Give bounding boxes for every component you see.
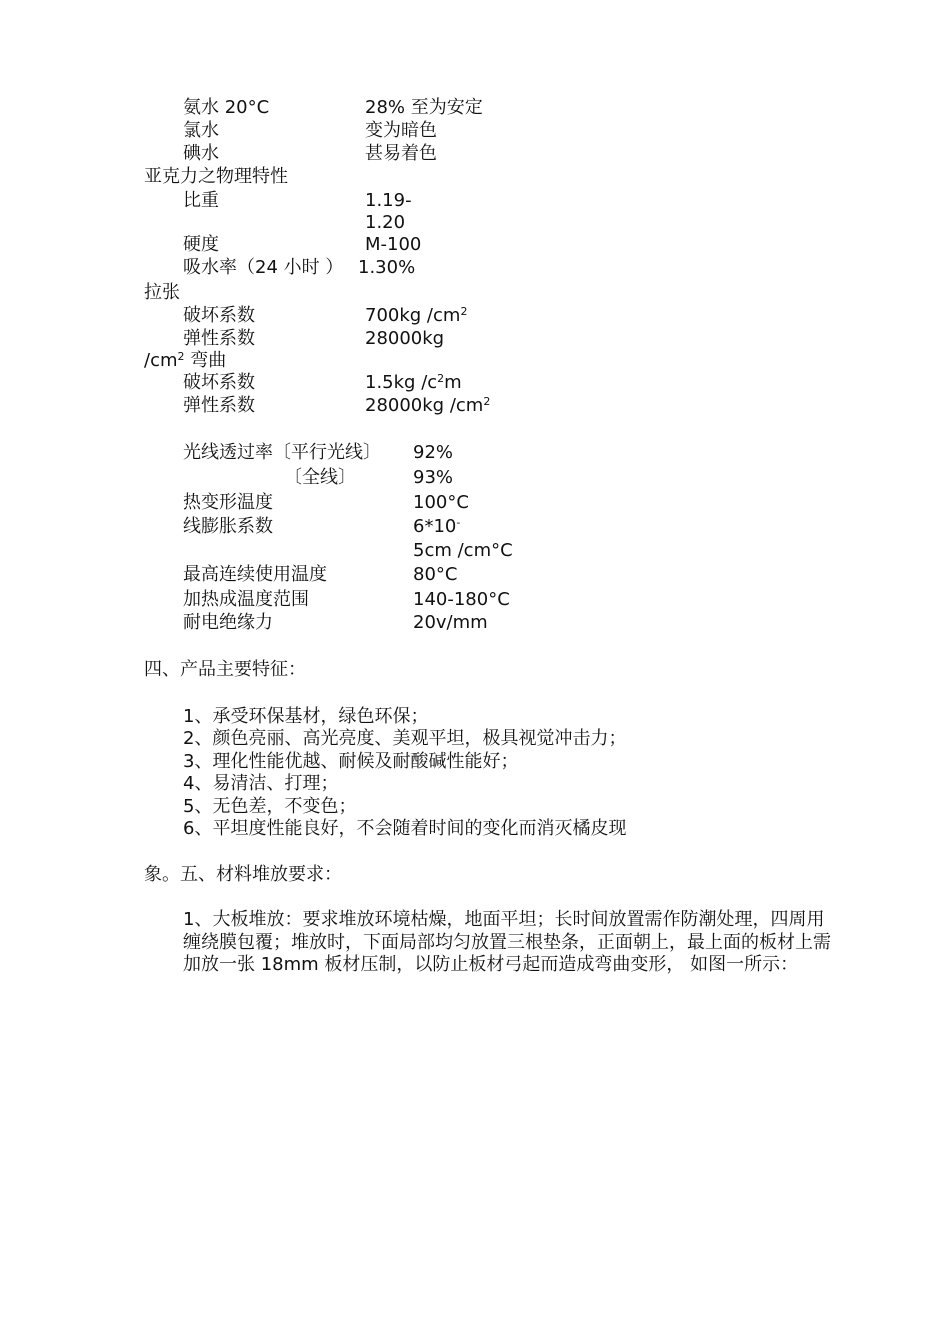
max-temp-label: 最高连续使用温度 bbox=[183, 564, 327, 585]
forming-temp-value: 140-180°C bbox=[413, 589, 510, 610]
max-temp-value: 80°C bbox=[413, 564, 458, 585]
transmittance-label-2: 〔全线〕 bbox=[284, 467, 356, 488]
specific-gravity-value-1: 1.19- bbox=[365, 190, 412, 211]
forming-temp-label: 加热成温度范围 bbox=[183, 589, 309, 610]
feature-item: 4、易清洁、打理； bbox=[183, 773, 339, 794]
tensile-break-value: 700kg $/cm^2$ bbox=[365, 305, 468, 326]
dielectric-label: 耐电绝缘力 bbox=[183, 612, 273, 633]
storage-paragraph: 1、大板堆放：要求堆放环境枯燥，地面平坦；长时间放置需作防潮处理，四周用缠绕膜包覆；堆放时，下面局部均匀放置三根垫条，正面朝上，最上面的板材上需加放一张 18mm 板材压制，以防止板材弓起而造成弯曲变形， 如图一所示： bbox=[183, 909, 831, 976]
transmittance-label: 光线透过率〔平行光线〕 bbox=[183, 442, 381, 463]
feature-item: 6、平坦度性能良好，不会随着时间的变化而消灭橘皮现 bbox=[183, 818, 627, 839]
tensile-elastic-value: 28000kg bbox=[365, 328, 445, 349]
specific-gravity-label: 比重 bbox=[183, 190, 219, 211]
feature-item: 5、无色差，不变色； bbox=[183, 796, 357, 817]
section4-heading: 四、产品主要特征： bbox=[144, 659, 306, 680]
water-absorption-label: 吸水率（24 小时 ） bbox=[183, 257, 344, 278]
bending-break-value: 1.5kg $/c^2m$ bbox=[365, 372, 462, 393]
bending-heading: $/cm^2$ 弯曲 bbox=[144, 350, 227, 371]
expansion-value-2: 5cm /cm°C bbox=[413, 540, 513, 561]
bending-elastic-label: 弹性系数 bbox=[183, 395, 255, 416]
feature-item: 1、承受环保基材，绿色环保； bbox=[183, 706, 429, 727]
water-absorption-value: 1.30% bbox=[358, 257, 416, 278]
transmittance-value: 92% bbox=[413, 442, 454, 463]
bending-break-label: 破坏系数 bbox=[183, 372, 255, 393]
bending-elastic-value: 28000kg $/cm^2$ bbox=[365, 395, 491, 416]
heat-deformation-label: 热变形温度 bbox=[183, 492, 273, 513]
chem-name-0: 氨水 20°C bbox=[183, 97, 270, 118]
chem-value-1: 变为暗色 bbox=[365, 120, 437, 141]
feature-item: 3、理化性能优越、耐候及耐酸碱性能好； bbox=[183, 751, 519, 772]
section5-heading: 象。五、材料堆放要求： bbox=[144, 864, 342, 885]
expansion-value-1: 6*10- bbox=[413, 516, 461, 537]
hardness-value: M-100 bbox=[365, 234, 422, 255]
dielectric-value: 20v/mm bbox=[413, 612, 488, 633]
heat-deformation-value: 100°C bbox=[413, 492, 469, 513]
chem-value-0: 28% 至为安定 bbox=[365, 97, 483, 118]
tensile-break-label: 破坏系数 bbox=[183, 305, 255, 326]
tensile-elastic-label: 弹性系数 bbox=[183, 328, 255, 349]
chem-value-2: 甚易着色 bbox=[365, 143, 437, 164]
expansion-label: 线膨胀系数 bbox=[183, 516, 273, 537]
tensile-heading: 拉张 bbox=[144, 282, 180, 303]
transmittance-value-2: 93% bbox=[413, 467, 454, 488]
chem-name-1: 氯水 bbox=[183, 120, 219, 141]
feature-item: 2、颜色亮丽、高光亮度、美观平坦，极具视觉冲击力； bbox=[183, 728, 627, 749]
specific-gravity-value-2: 1.20 bbox=[365, 212, 406, 233]
physical-heading: 亚克力之物理特性 bbox=[144, 166, 288, 187]
chem-name-2: 碘水 bbox=[183, 143, 219, 164]
hardness-label: 硬度 bbox=[183, 234, 219, 255]
